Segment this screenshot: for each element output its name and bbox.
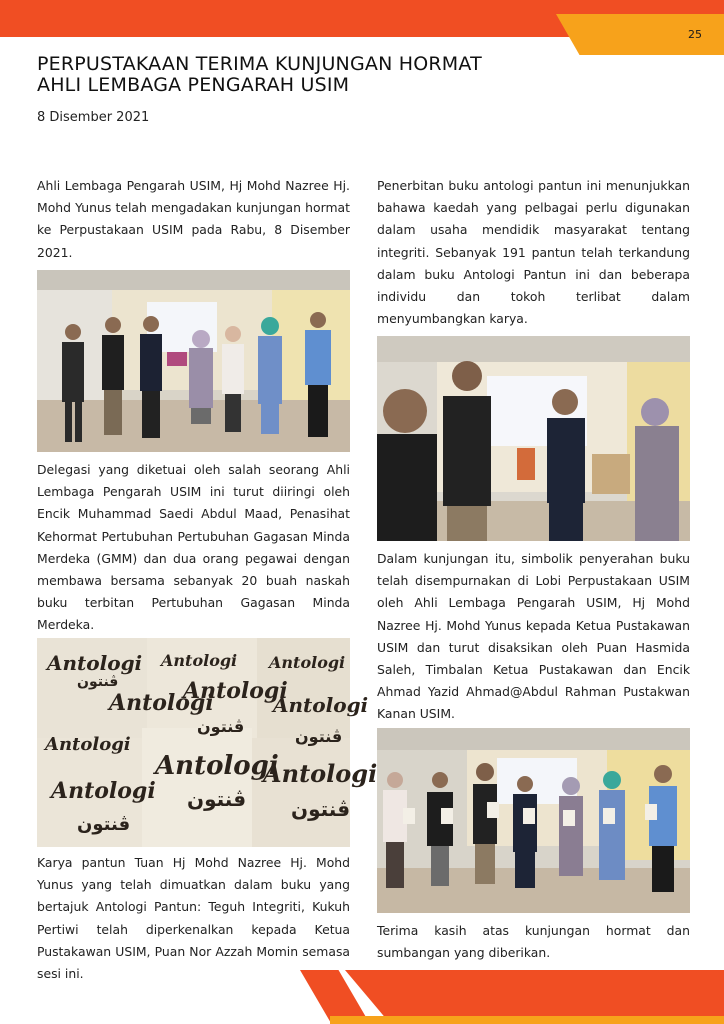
book-arabic-title: ڤنتون: [77, 674, 119, 690]
article-title: [37, 54, 482, 96]
book-arabic-title: ڤنتون: [295, 727, 343, 746]
paragraph-terima-kasih: Terima kasih atas kunjungan hormat dan sumbangan yang diberikan.: [377, 923, 690, 961]
paragraph-antologi-karya: Karya pantun Tuan Hj Mohd Nazree Hj. Mohd Yunus yang telah dimuatkan dalam buku yang bertajuk Antologi Pantun: Teguh Integriti, Kukuh Pertiwi telah diperkenalkan kepada Ketua Pustakawan USIM, Puan Nor Azzah Momin semasa sesi ini.: [37, 855, 350, 982]
paragraph-delegation: Delegasi yang diketuai oleh salah seorang Ahli Lembaga Pengarah USIM ini turut diiringi oleh Encik Muhammad Saedi Abdul Maad, Penasihat Kehormat Pertubuhan Pertubuhan Gagasan Minda Merdeka (GMM) dan dua orang pegawai dengan membawa bersama sebanyak 20 buah naskah buku terbitan Pertubuhan Gagasan Minda Merdeka.: [37, 462, 350, 633]
paragraph-intro: Ahli Lembaga Pengarah USIM, Hj Mohd Nazree Hj. Mohd Yunus telah mengadakan kunjungan hormat ke Perpustakaan USIM pada Rabu, 8 Disember 2021.: [37, 178, 350, 260]
book-script-title: Antologi: [47, 651, 143, 675]
book-script-title: Antologi: [273, 693, 369, 717]
photo-group-books: [377, 728, 690, 913]
book-arabic-title: ڤنتون: [291, 797, 351, 821]
photo-group-delegation: [37, 270, 350, 452]
article-date: 8 Disember 2021: [37, 110, 150, 125]
book-arabic-title: ڤنتون: [187, 787, 247, 811]
page-number: 25: [688, 28, 702, 41]
footer-orange-strip: [330, 1016, 724, 1024]
title-line-1: PERPUSTAKAAN TERIMA KUNJUNGAN HORMAT: [37, 53, 482, 75]
paragraph-penyerahan: Dalam kunjungan itu, simbolik penyerahan buku telah disempurnakan di Lobi Perpustakaan USIM oleh Ahli Lembaga Pengarah USIM, Hj Mohd Nazree Hj. Mohd Yunus kepada Ketua Pustakawan USIM dan turut disaksikan oleh Puan Hasmida Saleh, Timbalan Ketua Pustakawan dan Encik Ahmad Yazid Ahmad@Abdul Rahman Pustakwan Kanan USIM.: [377, 551, 690, 722]
book-script-title: Antologi: [51, 778, 156, 804]
book-script-title: Antologi: [263, 759, 378, 788]
book-script-title: Antologi: [155, 751, 279, 781]
book-script-title: Antologi: [45, 734, 131, 755]
book-arabic-title: ڤنتون: [197, 717, 245, 736]
book-script-title: Antologi: [161, 651, 238, 670]
book-script-title: Antologi: [109, 690, 214, 716]
paragraph-penerbitan: Penerbitan buku antologi pantun ini menunjukkan bahawa kaedah yang pelbagai perlu digunakan dalam usaha mendidik masyarakat tentang integriti. Sebanyak 191 pantun telah terkandung dalam buku Antologi Pantun ini dan beberapa individu dan tokoh terlibat dalam menyumbangkan karya.: [377, 178, 690, 327]
book-script-title: Antologi: [269, 653, 346, 672]
photo-book-handover: [377, 336, 690, 541]
photo-antologi-books: [37, 638, 378, 847]
title-line-2: AHLI LEMBAGA PENGARAH USIM: [37, 74, 350, 96]
book-script-title: Antologi: [183, 678, 288, 704]
book-arabic-title: ڤنتون: [77, 814, 131, 835]
